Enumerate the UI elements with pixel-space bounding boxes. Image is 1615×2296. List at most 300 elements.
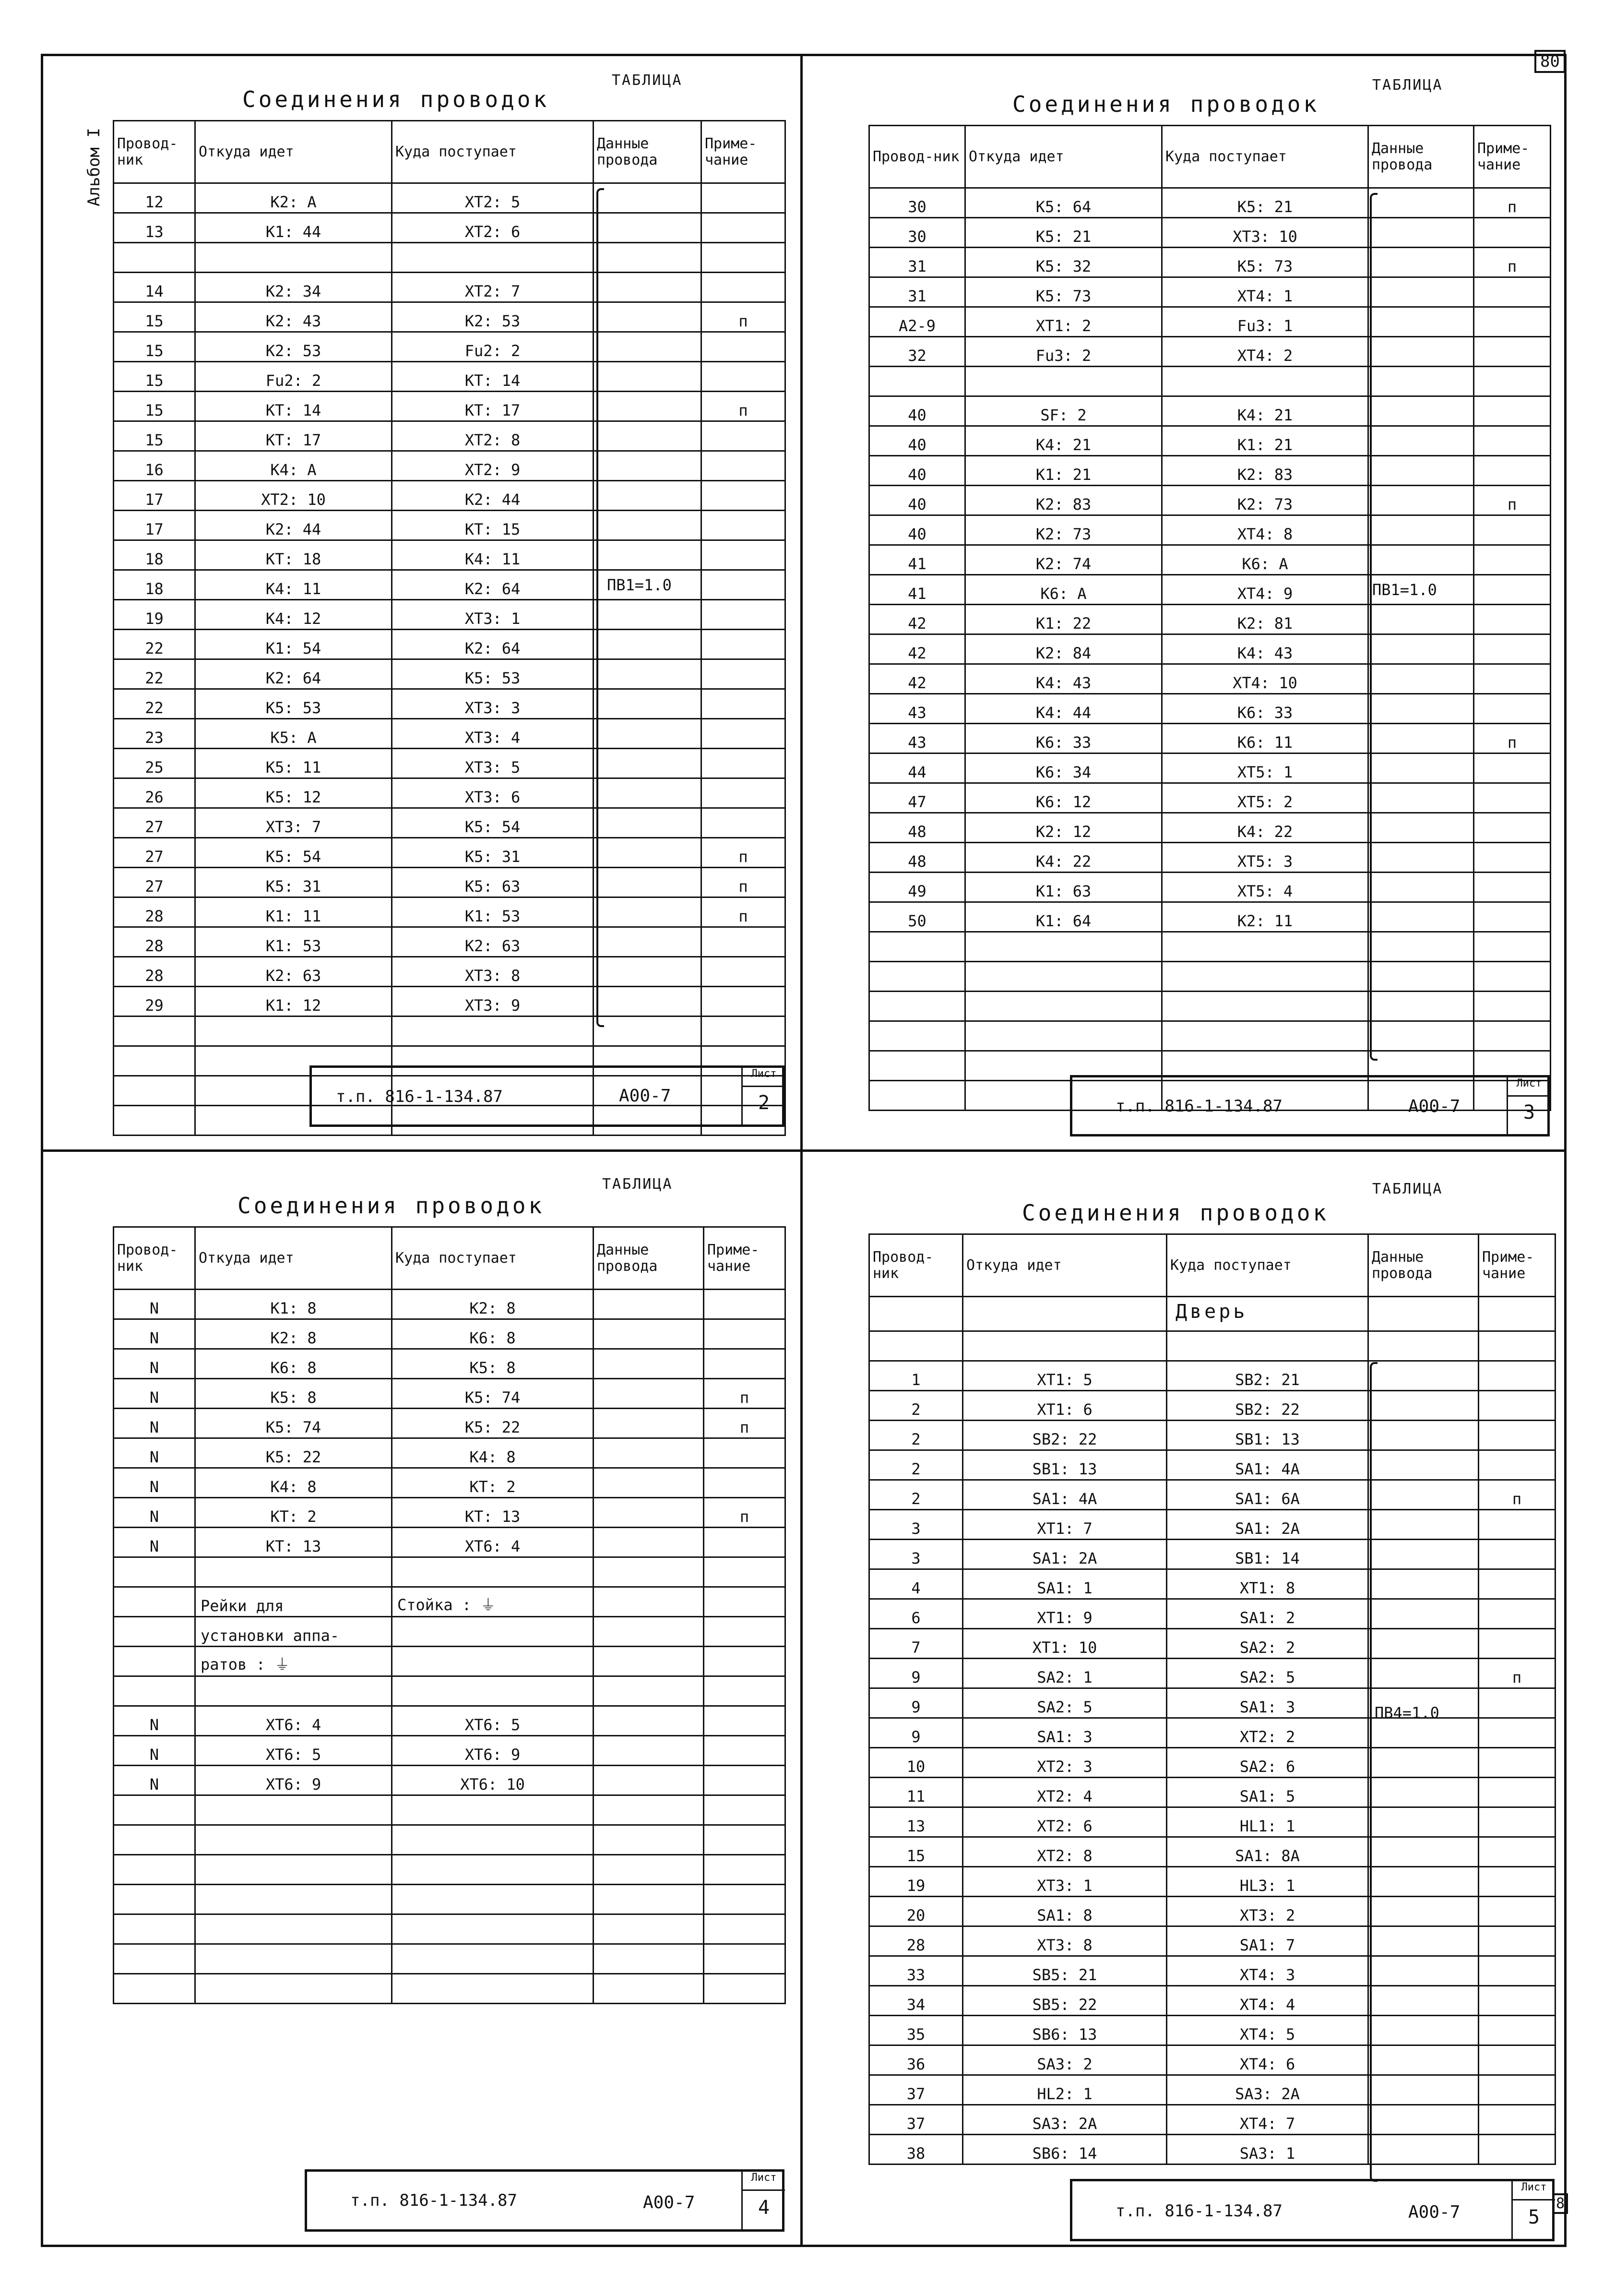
note-cell [704, 1587, 785, 1617]
note-cell [1479, 1361, 1556, 1391]
from-cell: K2: 53 [195, 332, 392, 362]
from-cell: K2: 64 [195, 659, 392, 689]
table-row [869, 1956, 1556, 1986]
sheet-label: Лист [743, 2172, 785, 2191]
to-cell: K5: 22 [392, 1409, 594, 1438]
to-cell [392, 1885, 594, 1914]
to-cell: XT4: 7 [1167, 2105, 1368, 2135]
wire-cell: N [114, 1349, 195, 1379]
from-cell: K4: 12 [195, 600, 392, 630]
from-cell: XT1: 7 [963, 1510, 1167, 1540]
from-cell: K1: 12 [195, 987, 392, 1016]
wire-cell: 19 [114, 600, 195, 630]
doc-id: А00-7 [1408, 2202, 1461, 2222]
note-cell [1479, 1391, 1556, 1421]
table-row [114, 868, 785, 897]
to-cell: SA1: 2A [1167, 1510, 1368, 1540]
doc-id: А00-7 [619, 1086, 671, 1106]
table-cell [963, 1297, 1167, 1331]
wire-cell: 37 [869, 2105, 963, 2135]
table-row [114, 1498, 785, 1528]
table-row [869, 1510, 1556, 1540]
table-row [869, 902, 1551, 932]
table-row [869, 962, 1551, 992]
to-cell: K2: 83 [1162, 456, 1368, 486]
note-cell [701, 689, 785, 719]
note-cell [1474, 396, 1551, 426]
wire-cell: 42 [869, 605, 965, 634]
wire-data-cell [1368, 992, 1474, 1021]
wire-data-cell [594, 1766, 704, 1795]
table-row [114, 957, 785, 987]
wire-data-cell [594, 1409, 704, 1438]
to-cell: Fu2: 2 [392, 332, 594, 362]
to-cell: K6: A [1162, 545, 1368, 575]
table-row [114, 1676, 785, 1706]
wire-data-cell [594, 243, 701, 273]
from-cell: K5: 53 [195, 689, 392, 719]
from-cell: K4: 8 [195, 1468, 392, 1498]
wire-data-cell [594, 987, 701, 1016]
table-row [114, 392, 785, 421]
doc-id: А00-7 [1408, 1097, 1461, 1116]
note-cell [704, 1438, 785, 1468]
to-cell: HL3: 1 [1167, 1867, 1368, 1897]
table-row [869, 2075, 1556, 2105]
wire-cell: 40 [869, 426, 965, 456]
to-cell [1162, 962, 1368, 992]
table-cell [869, 1051, 965, 1081]
from-cell: K5: 21 [965, 218, 1162, 248]
to-cell: K2: 53 [392, 302, 594, 332]
note-cell [1474, 545, 1551, 575]
from-cell: K1: 54 [195, 630, 392, 659]
wire-cell [114, 1587, 195, 1617]
wire-data-cell [1368, 1778, 1479, 1807]
to-cell [392, 1974, 594, 2004]
side-mark: 8 [1553, 2193, 1568, 2214]
to-cell: XT4: 3 [1167, 1956, 1368, 1986]
from-cell: SB6: 13 [963, 2016, 1167, 2045]
note-cell [1479, 2045, 1556, 2075]
wire-cell: 9 [869, 1688, 963, 1718]
note-cell [701, 183, 785, 213]
table-row [114, 421, 785, 451]
table-cell [594, 1016, 701, 1046]
from-cell: K1: 63 [965, 873, 1162, 902]
note-cell [701, 600, 785, 630]
wire-cell: 10 [869, 1748, 963, 1778]
note-cell [1474, 575, 1551, 605]
header-to: Куда поступает [392, 121, 594, 183]
title-block-4 [305, 2169, 784, 2232]
wire-cell: 42 [869, 634, 965, 664]
from-cell: K2: 74 [965, 545, 1162, 575]
table-cell [392, 1016, 594, 1046]
note-cell [1479, 1837, 1556, 1867]
to-cell: K2: 64 [392, 570, 594, 600]
table-title: Соединения проводок [1012, 91, 1320, 117]
wire-data-cell [1368, 605, 1474, 634]
connections-table [868, 1233, 1556, 2165]
doc-code: т.п. 816-1-134.87 [1116, 1097, 1282, 1116]
wire-data-cell [594, 421, 701, 451]
note-cell [1479, 2105, 1556, 2135]
to-cell: K5: 31 [392, 838, 594, 868]
table-row [114, 213, 785, 243]
wire-cell: 37 [869, 2075, 963, 2105]
from-cell [195, 1944, 392, 1974]
note-cell [704, 1795, 785, 1825]
wire-cell: 34 [869, 1986, 963, 2016]
to-cell: K6: 8 [392, 1319, 594, 1349]
note-cell [1479, 1956, 1556, 1986]
wire-data-brace [1370, 193, 1378, 1061]
wire-data-cell [594, 838, 701, 868]
table-row [869, 1688, 1556, 1718]
wire-cell: 13 [869, 1807, 963, 1837]
wire-cell: 12 [114, 183, 195, 213]
table-row [869, 426, 1551, 456]
wire-data-cell [594, 1974, 704, 2004]
to-cell: KT: 17 [392, 392, 594, 421]
from-cell: K6: 33 [965, 724, 1162, 753]
from-cell: K5: 22 [195, 1438, 392, 1468]
from-cell: K2: 73 [965, 515, 1162, 545]
table-row [869, 337, 1551, 367]
sheet-number: 5 [1528, 2206, 1540, 2228]
table-row [869, 2045, 1556, 2075]
from-cell: Fu2: 2 [195, 362, 392, 392]
to-cell [392, 243, 594, 273]
note-cell: п [1474, 188, 1551, 218]
from-cell: SA1: 4A [963, 1480, 1167, 1510]
doc-id: А00-7 [643, 2193, 695, 2212]
from-cell: SA1: 2A [963, 1540, 1167, 1569]
note-cell [701, 332, 785, 362]
wire-data-cell [594, 1706, 704, 1736]
to-cell: HL1: 1 [1167, 1807, 1368, 1837]
to-cell: XT3: 1 [392, 600, 594, 630]
from-cell: ратов : ⏚ [195, 1647, 392, 1676]
from-cell: K4: 11 [195, 570, 392, 600]
wire-cell [114, 1855, 195, 1885]
to-cell: K6: 33 [1162, 694, 1368, 724]
table-row [114, 630, 785, 659]
table-row [869, 486, 1551, 515]
to-cell: XT4: 9 [1162, 575, 1368, 605]
wire-cell: N [114, 1319, 195, 1349]
wire-data-cell [594, 1736, 704, 1766]
to-cell: K4: 21 [1162, 396, 1368, 426]
wire-cell: 33 [869, 1956, 963, 1986]
wire-data-cell [594, 808, 701, 838]
to-cell: K2: 81 [1162, 605, 1368, 634]
from-cell: K4: 22 [965, 843, 1162, 873]
header-to: Куда поступает [1162, 126, 1368, 188]
to-cell: XT4: 5 [1167, 2016, 1368, 2045]
to-cell: XT3: 9 [392, 987, 594, 1016]
empty-row [114, 1016, 785, 1046]
wire-data-label: ПВ4=1.0 [1375, 1704, 1439, 1722]
to-cell: SA1: 7 [1167, 1926, 1368, 1956]
to-cell: SB2: 21 [1167, 1361, 1368, 1391]
table-row [869, 277, 1551, 307]
wire-data-cell [1368, 1926, 1479, 1956]
table-cell [1479, 1297, 1556, 1331]
to-cell: XT2: 7 [392, 273, 594, 302]
table-cell [1368, 1297, 1479, 1331]
wire-data-cell [1368, 634, 1474, 664]
from-cell: K6: 12 [965, 783, 1162, 813]
wire-data-cell [1368, 2045, 1479, 2075]
note-cell: п [1474, 248, 1551, 277]
album-label: Альбом I [84, 128, 104, 206]
frame-horizontal-divider [41, 1149, 1567, 1152]
note-cell [1479, 1867, 1556, 1897]
table-row [869, 248, 1551, 277]
wire-cell: A2-9 [869, 307, 965, 337]
wire-cell: 22 [114, 630, 195, 659]
from-cell: K5: 74 [195, 1409, 392, 1438]
table-title: Соединения проводок [1022, 1200, 1330, 1226]
wire-cell: 28 [114, 897, 195, 927]
wire-cell: 15 [869, 1837, 963, 1867]
to-cell: XT3: 3 [392, 689, 594, 719]
table-row [114, 511, 785, 540]
to-cell: K5: 53 [392, 659, 594, 689]
table-row [869, 932, 1551, 962]
note-cell [1474, 426, 1551, 456]
wire-cell: 2 [869, 1480, 963, 1510]
table-row [869, 1629, 1556, 1659]
title-block-5 [1070, 2179, 1555, 2241]
wire-cell: 49 [869, 873, 965, 902]
note-cell [1474, 218, 1551, 248]
wire-data-cell [1368, 1807, 1479, 1837]
wire-data-cell [594, 719, 701, 749]
to-cell: SB1: 13 [1167, 1421, 1368, 1450]
to-cell: SA2: 5 [1167, 1659, 1368, 1688]
sheet-number: 3 [1523, 1101, 1535, 1124]
note-cell [1479, 1807, 1556, 1837]
note-cell [701, 808, 785, 838]
tablica-label: ТАБЛИЦА [612, 72, 683, 89]
wire-cell: 17 [114, 511, 195, 540]
wire-data-cell [594, 1617, 704, 1647]
table-row [114, 302, 785, 332]
from-cell: K5: 31 [195, 868, 392, 897]
from-cell: XT6: 9 [195, 1766, 392, 1795]
from-cell: KT: 2 [195, 1498, 392, 1528]
from-cell: K2: 83 [965, 486, 1162, 515]
sheet-box [1511, 2181, 1555, 2239]
to-cell: XT3: 4 [392, 719, 594, 749]
header-wire: Провод-ник [114, 121, 195, 183]
wire-cell: N [114, 1468, 195, 1498]
table-cell [114, 1076, 195, 1106]
wire-data-cell [594, 1438, 704, 1468]
from-cell: K6: 8 [195, 1349, 392, 1379]
to-cell: SA3: 2A [1167, 2075, 1368, 2105]
note-cell [701, 630, 785, 659]
wire-cell: 40 [869, 515, 965, 545]
wire-data-cell [594, 1498, 704, 1528]
to-cell [392, 1914, 594, 1944]
wire-cell: 7 [869, 1629, 963, 1659]
wire-data-cell [1368, 1569, 1479, 1599]
wire-cell: 2 [869, 1450, 963, 1480]
wire-cell: 27 [114, 838, 195, 868]
wire-data-cell [594, 897, 701, 927]
wire-data-cell [594, 273, 701, 302]
table-row [114, 1706, 785, 1736]
to-cell: K5: 8 [392, 1349, 594, 1379]
to-cell [392, 1676, 594, 1706]
from-cell: K2: 63 [195, 957, 392, 987]
from-cell: K5: 12 [195, 778, 392, 808]
wire-data-label: ПВ1=1.0 [1372, 581, 1437, 599]
wire-data-cell [1368, 515, 1474, 545]
table-row [869, 515, 1551, 545]
from-cell [195, 1825, 392, 1855]
from-cell: SA2: 5 [963, 1688, 1167, 1718]
wire-cell: 27 [114, 808, 195, 838]
table-row [114, 1855, 785, 1885]
to-cell: XT6: 10 [392, 1766, 594, 1795]
wire-data-cell [594, 1647, 704, 1676]
to-cell: XT5: 4 [1162, 873, 1368, 902]
from-cell: SA3: 2 [963, 2045, 1167, 2075]
sheet-box [741, 2172, 784, 2229]
table-row [869, 188, 1551, 218]
note-cell [701, 778, 785, 808]
table-row [114, 243, 785, 273]
wire-cell: 43 [869, 724, 965, 753]
wire-data-cell [1368, 307, 1474, 337]
from-cell: K2: 84 [965, 634, 1162, 664]
to-cell: KT: 2 [392, 1468, 594, 1498]
to-cell [392, 1825, 594, 1855]
from-cell: SA1: 3 [963, 1718, 1167, 1748]
table-row [114, 1766, 785, 1795]
wire-data-cell [594, 1855, 704, 1885]
wire-data-cell [594, 511, 701, 540]
wire-data-cell [594, 630, 701, 659]
table-row [114, 362, 785, 392]
note-cell [701, 540, 785, 570]
wire-data-cell [1368, 694, 1474, 724]
from-cell: XT2: 8 [963, 1837, 1167, 1867]
title-block-3 [1070, 1075, 1550, 1136]
table-row [114, 719, 785, 749]
doc-code: т.п. 816-1-134.87 [350, 2191, 517, 2210]
note-cell [1474, 634, 1551, 664]
to-cell [392, 1647, 594, 1676]
from-cell: SB1: 13 [963, 1450, 1167, 1480]
table-row [114, 1528, 785, 1557]
note-cell [704, 1468, 785, 1498]
from-cell: K5: A [195, 719, 392, 749]
wire-data-cell [594, 1528, 704, 1557]
to-cell: XT4: 2 [1162, 337, 1368, 367]
wire-data-cell [1368, 248, 1474, 277]
from-cell [965, 367, 1162, 396]
note-cell [1479, 1331, 1556, 1361]
table-row [869, 218, 1551, 248]
from-cell [965, 962, 1162, 992]
to-cell: K5: 63 [392, 868, 594, 897]
header-to: Куда поступает [1167, 1234, 1368, 1297]
wire-data-cell [594, 362, 701, 392]
wire-cell: 15 [114, 421, 195, 451]
from-cell: XT6: 4 [195, 1706, 392, 1736]
to-cell: K1: 21 [1162, 426, 1368, 456]
to-cell: K5: 54 [392, 808, 594, 838]
page-number: 80 [1534, 50, 1566, 73]
wire-cell: 14 [114, 273, 195, 302]
from-cell: KT: 14 [195, 392, 392, 421]
wire-data-brace [1370, 1362, 1378, 2182]
wire-data-cell [1368, 426, 1474, 456]
table-row [869, 664, 1551, 694]
wire-data-cell [594, 1885, 704, 1914]
to-cell: XT3: 8 [392, 957, 594, 987]
wire-data-cell [1368, 962, 1474, 992]
wire-data-cell [594, 213, 701, 243]
wire-data-cell [1368, 932, 1474, 962]
to-cell: K1: 53 [392, 897, 594, 927]
to-cell [392, 1855, 594, 1885]
from-cell: XT2: 6 [963, 1807, 1167, 1837]
to-cell: SA3: 1 [1167, 2135, 1368, 2164]
wire-data-cell [1368, 1540, 1479, 1569]
wire-cell: 43 [869, 694, 965, 724]
to-cell: XT3: 5 [392, 749, 594, 778]
wire-data-cell [1368, 1599, 1479, 1629]
table-row [869, 1361, 1556, 1391]
wire-data-cell [1368, 2105, 1479, 2135]
table-row [114, 183, 785, 213]
to-cell: XT5: 1 [1162, 753, 1368, 783]
wire-data-label: ПВ1=1.0 [607, 576, 672, 594]
table-row [114, 1885, 785, 1914]
to-cell: SA2: 2 [1167, 1629, 1368, 1659]
from-cell: XT2: 10 [195, 481, 392, 511]
sheet-label: Лист [1508, 1077, 1550, 1097]
to-cell: K2: 11 [1162, 902, 1368, 932]
to-cell: XT6: 9 [392, 1736, 594, 1766]
wire-data-cell [594, 332, 701, 362]
note-cell [704, 1617, 785, 1647]
to-cell: Fu3: 1 [1162, 307, 1368, 337]
from-cell: K2: 8 [195, 1319, 392, 1349]
note-cell [704, 1557, 785, 1587]
wire-cell [114, 1557, 195, 1587]
from-cell: K1: 44 [195, 213, 392, 243]
from-cell: XT1: 2 [965, 307, 1162, 337]
note-cell [1474, 605, 1551, 634]
to-cell: K4: 43 [1162, 634, 1368, 664]
note-cell [1474, 367, 1551, 396]
table-row [869, 873, 1551, 902]
header-note: Приме-чание [1479, 1234, 1556, 1297]
table-row [869, 634, 1551, 664]
from-cell: XT1: 10 [963, 1629, 1167, 1659]
wire-data-cell [594, 1379, 704, 1409]
wire-data-cell [1368, 1421, 1479, 1450]
wire-data-cell [1368, 1718, 1479, 1748]
